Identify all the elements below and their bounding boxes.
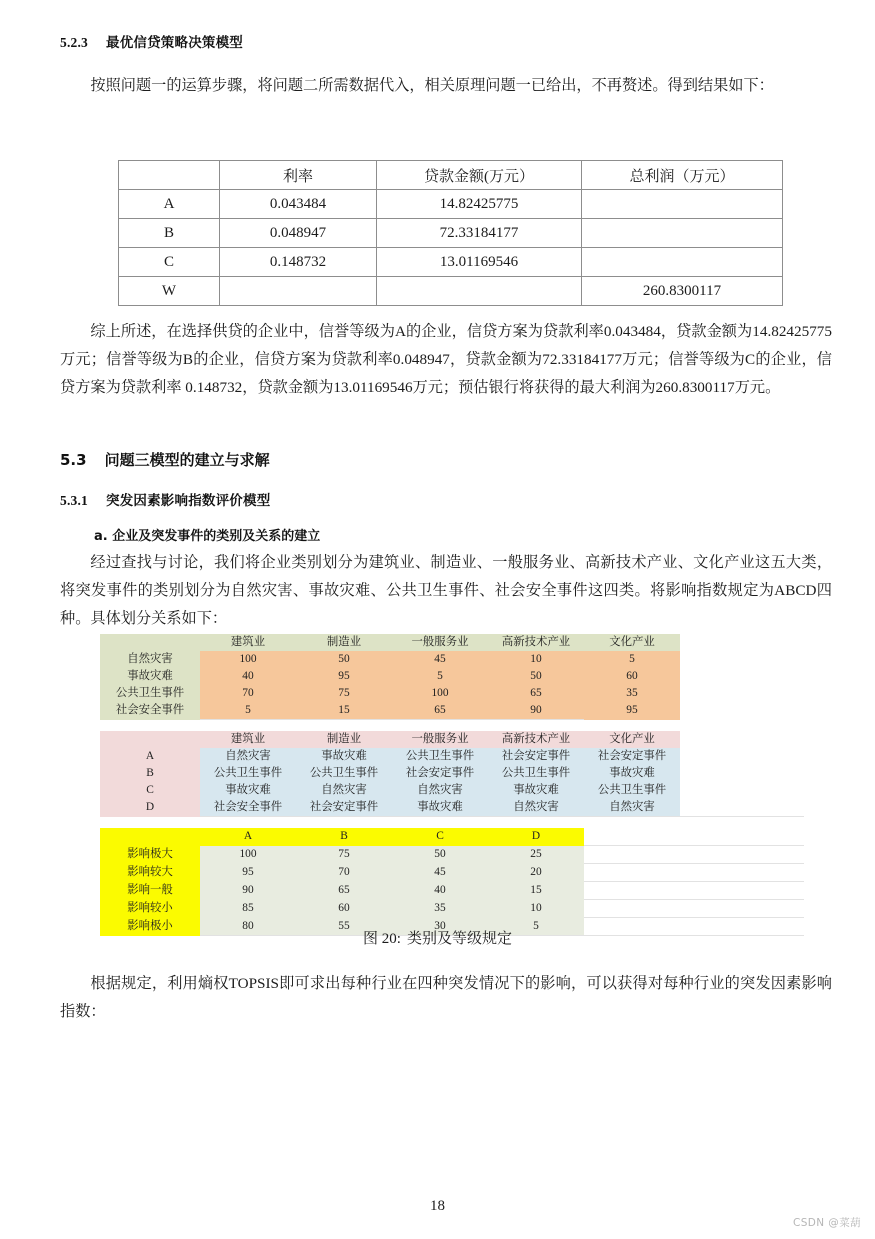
block1-cell: 60: [584, 668, 680, 685]
block2-tail: [680, 765, 804, 782]
heading-5-2-3: [60, 31, 243, 51]
block2-cell: 社会安定事件: [488, 748, 584, 765]
figure-20-spreadsheet: [100, 634, 784, 942]
block2-row-label: A: [100, 748, 200, 765]
block3-header-c: C: [392, 828, 488, 846]
block2-cell: 社会安全事件: [200, 799, 296, 817]
block2-cell: 事故灾难: [392, 799, 488, 817]
block1-row: [100, 702, 804, 720]
block2-cell: 事故灾难: [200, 782, 296, 799]
block1-header-manufacturing: 制造业: [296, 634, 392, 651]
block3-tail: [680, 846, 804, 864]
block3-cell: 50: [392, 846, 488, 864]
block3-cell: 85: [200, 900, 296, 918]
heading-5-3-1-title: 突发因素影响指数评价模型: [106, 493, 271, 509]
block1-header-hi-tech: 高新技术产业: [488, 634, 584, 651]
block2-header-row: [100, 731, 804, 748]
block3-row-label: 影响较大: [100, 864, 200, 882]
sep-cell: [392, 720, 488, 732]
sep-cell: [296, 817, 392, 829]
block1-cell: 15: [296, 702, 392, 720]
block1-cell: 90: [488, 702, 584, 720]
header-cell-loan-amount: 贷款金额(万元）: [377, 161, 582, 190]
block2-tail: [680, 748, 804, 765]
block3-tail: [584, 900, 680, 918]
paragraph-closing-5-3-1: 根据规定，利用熵权TOPSIS即可求出每种行业在四种突发情况下的影响，可以获得对每种行业的突发因素影响指数：: [60, 975, 832, 1020]
block3-tail: [584, 864, 680, 882]
subheading-a: a. 企业及突发事件的类别及关系的建立: [94, 529, 321, 544]
block1-cell: 65: [392, 702, 488, 720]
block2-cell: 自然灾害: [200, 748, 296, 765]
block2-header-construction: 建筑业: [200, 731, 296, 748]
block1-header-tail: [680, 634, 804, 651]
block3-cell: 95: [200, 864, 296, 882]
block2-row: [100, 799, 804, 817]
block3-cell: 5: [488, 918, 584, 936]
table-row: [119, 277, 783, 306]
block3-header-b: B: [296, 828, 392, 846]
block3-header-tail: [680, 828, 804, 846]
block1-cell: 5: [200, 702, 296, 720]
sep-cell: [100, 720, 200, 732]
block3-cell: 30: [392, 918, 488, 936]
sep-cell: [488, 817, 584, 829]
block3-row-label: 影响极大: [100, 846, 200, 864]
block3-cell: 45: [392, 864, 488, 882]
block1-row: [100, 651, 804, 668]
block2-cell: 社会安定事件: [584, 748, 680, 765]
block1-header-blank: [100, 634, 200, 651]
block3-row: [100, 900, 804, 918]
block3-row: [100, 864, 804, 882]
heading-5-3-number: 5.3: [60, 451, 87, 469]
block2-cell: 社会安定事件: [392, 765, 488, 782]
block3-cell: 90: [200, 882, 296, 900]
table-header-row: [119, 161, 783, 190]
header-cell-total-profit: 总利润（万元）: [582, 161, 783, 190]
block2-header-manufacturing: 制造业: [296, 731, 392, 748]
block3-row: [100, 846, 804, 864]
table-row: [119, 219, 783, 248]
block3-cell: 25: [488, 846, 584, 864]
block1-tail: [680, 668, 804, 685]
cell-amount: 72.33184177: [377, 219, 582, 248]
block2-cell: 事故灾难: [584, 765, 680, 782]
block2-cell: 事故灾难: [296, 748, 392, 765]
block1-tail: [680, 702, 804, 720]
block3-header-row: [100, 828, 804, 846]
block3-cell: 55: [296, 918, 392, 936]
block3-cell: 15: [488, 882, 584, 900]
block3-tail: [680, 882, 804, 900]
block2-cell: 自然灾害: [584, 799, 680, 817]
cell-profit: [582, 219, 783, 248]
block3-cell: 70: [296, 864, 392, 882]
block2-row-label: B: [100, 765, 200, 782]
block1-cell: 50: [296, 651, 392, 668]
block1-header-row: [100, 634, 804, 651]
heading-5-2-3-number: 5.2.3: [60, 35, 88, 50]
block1-cell: 10: [488, 651, 584, 668]
block3-tail: [680, 900, 804, 918]
cell-rate: [220, 277, 377, 306]
block2-cell: 自然灾害: [488, 799, 584, 817]
cell-profit: [582, 248, 783, 277]
cell-grade: B: [119, 219, 220, 248]
cell-profit: [582, 190, 783, 219]
figure-20-caption-text: 类别及等级规定: [406, 931, 512, 947]
block2-cell: 公共卫生事件: [296, 765, 392, 782]
block3-cell: 100: [200, 846, 296, 864]
cell-rate: 0.048947: [220, 219, 377, 248]
block2-cell: 公共卫生事件: [584, 782, 680, 799]
block3-cell: 20: [488, 864, 584, 882]
block1-cell: 45: [392, 651, 488, 668]
sep-cell: [296, 720, 392, 732]
block1-cell: 35: [584, 685, 680, 702]
block2-row-label: C: [100, 782, 200, 799]
block3-cell: 10: [488, 900, 584, 918]
block2-row-label: D: [100, 799, 200, 817]
figure-20-grid: [100, 634, 804, 942]
header-cell-rate: 利率: [220, 161, 377, 190]
block-separator: [100, 817, 804, 829]
cell-rate: 0.043484: [220, 190, 377, 219]
block3-header-a: A: [200, 828, 296, 846]
block1-cell: 5: [392, 668, 488, 685]
block2-row: [100, 748, 804, 765]
block2-cell: 自然灾害: [392, 782, 488, 799]
block1-header-construction: 建筑业: [200, 634, 296, 651]
sep-cell: [200, 817, 296, 829]
block1-cell: 100: [392, 685, 488, 702]
block1-row-label: 事故灾难: [100, 668, 200, 685]
block1-cell: 50: [488, 668, 584, 685]
block2-header-culture: 文化产业: [584, 731, 680, 748]
block2-cell: 社会安定事件: [296, 799, 392, 817]
block2-tail: [680, 782, 804, 799]
block-separator: [100, 720, 804, 732]
page-number: 18: [430, 1198, 445, 1214]
table-row: [119, 190, 783, 219]
cell-grade: W: [119, 277, 220, 306]
cell-grade: C: [119, 248, 220, 277]
block1-row-label: 公共卫生事件: [100, 685, 200, 702]
sep-cell: [100, 817, 200, 829]
heading-5-3-1-number: 5.3.1: [60, 493, 88, 508]
block1-row: [100, 668, 804, 685]
block1-tail: [680, 685, 804, 702]
block2-row: [100, 765, 804, 782]
block3-tail: [584, 882, 680, 900]
block3-header-d: D: [488, 828, 584, 846]
block1-cell: 75: [296, 685, 392, 702]
heading-5-3-1: [60, 489, 270, 509]
block3-cell: 40: [392, 882, 488, 900]
block3-tail: [584, 846, 680, 864]
sep-cell: [488, 720, 584, 732]
credit-results-table: [118, 160, 783, 306]
sep-cell: [584, 720, 680, 732]
block3-tail: [680, 864, 804, 882]
block2-header-general-service: 一般服务业: [392, 731, 488, 748]
block3-cell: 75: [296, 846, 392, 864]
cell-grade: A: [119, 190, 220, 219]
block3-cell: 35: [392, 900, 488, 918]
figure-20-caption: [0, 927, 875, 948]
block3-cell: 60: [296, 900, 392, 918]
block2-header-blank: [100, 731, 200, 748]
block1-cell: 40: [200, 668, 296, 685]
block1-row-label: 社会安全事件: [100, 702, 200, 720]
block1-cell: 95: [584, 702, 680, 720]
block2-cell: 事故灾难: [488, 782, 584, 799]
block3-row: [100, 882, 804, 900]
figure-20-caption-number: 图 20:: [363, 931, 401, 947]
paragraph-5-3-1: 经过查找与讨论，我们将企业类别划分为建筑业、制造业、一般服务业、高新技术产业、文化产业这五大类，将突发事件的类别划分为自然灾害、事故灾难、公共卫生事件、社会安全事件这四类。将影响指数规定为ABCD四种。具体划分关系如下：: [60, 554, 832, 627]
block3-row-label: 影响一般: [100, 882, 200, 900]
block2-header-hi-tech: 高新技术产业: [488, 731, 584, 748]
cell-amount: [377, 277, 582, 306]
paragraph-intro-5-2-3: 按照问题一的运算步骤，将问题二所需数据代入，相关原理问题一已给出，不再赘述。得到结果如下：: [90, 77, 774, 94]
block3-row-label: 影响极小: [100, 918, 200, 936]
block2-tail: [680, 799, 804, 817]
sep-cell: [680, 720, 804, 732]
block3-row-label: 影响较小: [100, 900, 200, 918]
block1-header-general-service: 一般服务业: [392, 634, 488, 651]
block1-cell: 5: [584, 651, 680, 668]
block2-cell: 公共卫生事件: [392, 748, 488, 765]
header-cell-blank: [119, 161, 220, 190]
block3-header-tail: [584, 828, 680, 846]
csdn-watermark: CSDN @菜葫: [793, 1217, 861, 1229]
heading-5-3-title: 问题三模型的建立与求解: [104, 451, 270, 469]
block1-cell: 70: [200, 685, 296, 702]
block1-header-culture: 文化产业: [584, 634, 680, 651]
block1-cell: 95: [296, 668, 392, 685]
block2-cell: 公共卫生事件: [200, 765, 296, 782]
block2-header-tail: [680, 731, 804, 748]
block3-cell: 80: [200, 918, 296, 936]
cell-amount: 13.01169546: [377, 248, 582, 277]
sep-cell: [584, 817, 680, 829]
sep-cell: [680, 817, 804, 829]
block3-cell: 65: [296, 882, 392, 900]
block2-cell: 公共卫生事件: [488, 765, 584, 782]
block1-cell: 65: [488, 685, 584, 702]
heading-5-2-3-title: 最优信贷策略决策模型: [106, 35, 243, 51]
block1-cell: 100: [200, 651, 296, 668]
block2-row: [100, 782, 804, 799]
cell-amount: 14.82425775: [377, 190, 582, 219]
block1-tail: [680, 651, 804, 668]
heading-5-3: [60, 449, 270, 470]
cell-rate: 0.148732: [220, 248, 377, 277]
sep-cell: [200, 720, 296, 732]
cell-profit: 260.8300117: [582, 277, 783, 306]
table-row: [119, 248, 783, 277]
paragraph-summary-5-2-3: 综上所述，在选择供贷的企业中，信誉等级为A的企业，信贷方案为贷款利率0.043484，贷款金额为14.82425775万元；信誉等级为B的企业，信贷方案为贷款利率0.048947，贷款金额为72.33184177万元；信誉等级为C的企业，信贷方案为贷款利率 0.148732，贷款金额为13.01169546万元；预估银行将获得的最大利润为260.8300117万元。: [60, 323, 832, 396]
block1-row-label: 自然灾害: [100, 651, 200, 668]
block1-row: [100, 685, 804, 702]
sep-cell: [392, 817, 488, 829]
block2-cell: 自然灾害: [296, 782, 392, 799]
block3-header-blank: [100, 828, 200, 846]
